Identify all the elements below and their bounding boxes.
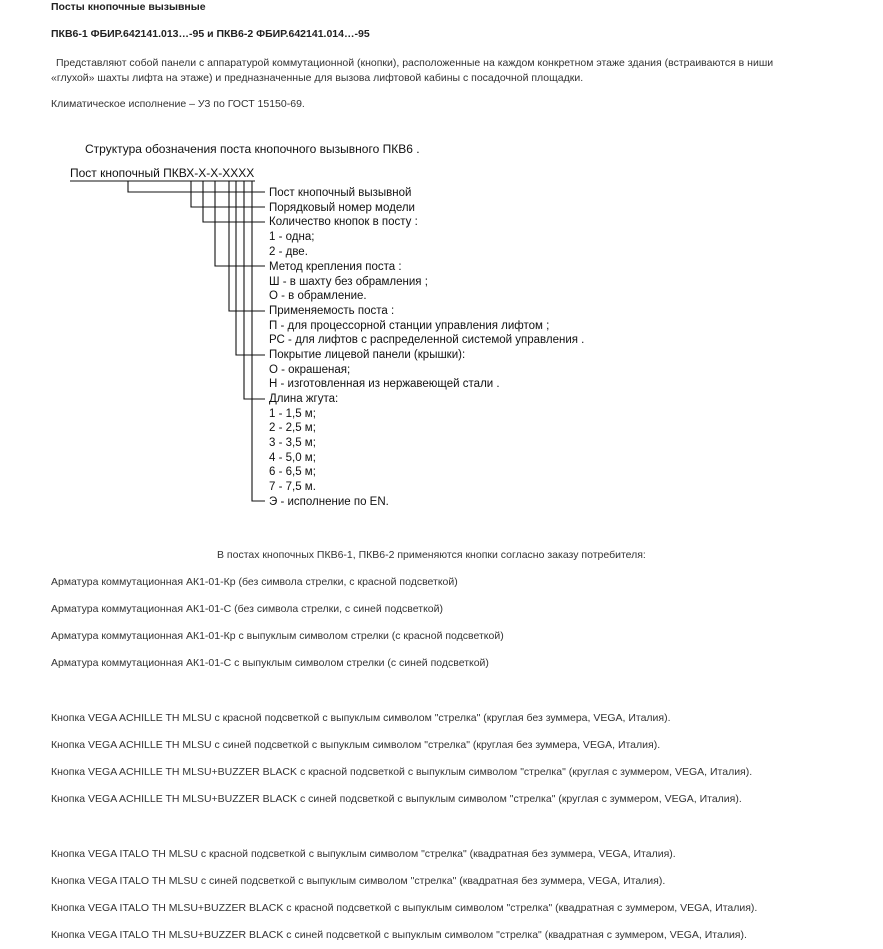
diagram-code: Пост кнопочный ПКВХ-Х-Х-ХХХХ	[70, 166, 255, 180]
list-item: Кнопка VEGA ACHILLE TH MLSU+BUZZER BLACK с синей подсветкой с выпуклым символом "стрелка" (круглая с зуммером, VEGA, Италия).	[51, 793, 742, 805]
connector-line	[215, 181, 265, 266]
diagram-line: Покрытие лицевой панели (крышки):	[269, 349, 466, 361]
list-item: Арматура коммутационная АК1-01-Кр с выпуклым символом стрелки (с красной подсветкой)	[51, 630, 504, 642]
diagram-title: Структура обозначения поста кнопочного вызывного ПКВ6 .	[85, 142, 420, 156]
connector-line	[229, 181, 265, 311]
diagram-line: 2 - две.	[269, 246, 308, 258]
diagram-line: 6 - 6,5 м;	[269, 466, 316, 478]
diagram-line: 4 - 5,0 м;	[269, 452, 316, 464]
page-title: Посты кнопочные вызывные	[51, 1, 206, 13]
connector-line	[252, 181, 265, 501]
list-item: Арматура коммутационная АК1-01-С (без символа стрелки, с синей подсветкой)	[51, 603, 443, 615]
diagram-line: Н - изготовленная из нержавеющей стали .	[269, 378, 500, 390]
diagram-line: Применяемость поста :	[269, 305, 395, 317]
list-item: Арматура коммутационная АК1-01-С с выпуклым символом стрелки (с синей подсветкой)	[51, 657, 489, 669]
list-item: Кнопка VEGA ACHILLE TH MLSU с красной подсветкой с выпуклым символом "стрелка" (круглая без зуммера, VEGA, Италия).	[51, 712, 671, 724]
diagram-connectors	[128, 181, 265, 501]
product-designation: ПКВ6-1 ФБИР.642141.013…-95 и ПКВ6-2 ФБИР.642141.014…-95	[51, 28, 370, 40]
diagram-line: 3 - 3,5 м;	[269, 437, 316, 449]
diagram-line: О - в обрамление.	[269, 290, 367, 302]
diagram-line: 1 - одна;	[269, 231, 315, 243]
diagram-line: Длина жгута:	[269, 393, 339, 405]
list-item: Кнопка VEGA ITALO TH MLSU+BUZZER BLACK с красной подсветкой с выпуклым символом "стрелка" (квадратная с зуммером, VEGA, Италия).	[51, 902, 758, 914]
description-paragraph: Представляют собой панели с аппаратурой коммутационной (кнопки), расположенные на каждом конкретном этаже здания (встраиваются в ниши «глухой» шахты лифта на этаже) и предназначенные для вызова лифтовой кабины с посадочной площадки.	[51, 57, 774, 84]
list-item: Кнопка VEGA ITALO TH MLSU+BUZZER BLACK с синей подсветкой с выпуклым символом "стрелка" (квадратная с зуммером, VEGA, Италия).	[51, 929, 747, 941]
connector-line	[191, 181, 265, 207]
diagram-line: Метод крепления поста :	[269, 261, 402, 273]
diagram-line: 7 - 7,5 м.	[269, 481, 316, 493]
list-item: Кнопка VEGA ACHILLE TH MLSU с синей подсветкой с выпуклым символом "стрелка" (круглая без зуммера, VEGA, Италия).	[51, 739, 661, 751]
list-item: Кнопка VEGA ITALO TH MLSU с синей подсветкой с выпуклым символом "стрелка" (квадратная без зуммера, VEGA, Италия).	[51, 875, 666, 887]
list-item: Арматура коммутационная АК1-01-Кр (без символа стрелки, с красной подсветкой)	[51, 576, 458, 588]
diagram-lines	[269, 187, 584, 508]
connector-line	[203, 181, 265, 222]
diagram-line: 1 - 1,5 м;	[269, 408, 316, 420]
diagram-line: Количество кнопок в посту :	[269, 216, 418, 228]
diagram-line: Ш - в шахту без обрамления ;	[269, 276, 428, 288]
list-item: Кнопка VEGA ACHILLE TH MLSU+BUZZER BLACK с красной подсветкой с выпуклым символом "стрелка" (круглая с зуммером, VEGA, Италия).	[51, 766, 753, 778]
climate-paragraph: Климатическое исполнение – У3 по ГОСТ 15150-69.	[51, 98, 305, 110]
diagram-line: Пост кнопочный вызывной	[269, 187, 412, 199]
buttons-intro: В постах кнопочных ПКВ6-1, ПКВ6-2 применяются кнопки согласно заказу потребителя:	[217, 549, 646, 561]
diagram-line: 2 - 2,5 м;	[269, 422, 316, 434]
diagram-line: Э - исполнение по EN.	[269, 496, 389, 508]
diagram-line: О - окрашеная;	[269, 364, 351, 376]
diagram-line: Порядковый номер модели	[269, 202, 415, 214]
diagram-line: П - для процессорной станции управления лифтом ;	[269, 320, 550, 332]
connector-line	[244, 181, 265, 399]
list-item: Кнопка VEGA ITALO TH MLSU с красной подсветкой с выпуклым символом "стрелка" (квадратная без зуммера, VEGA, Италия).	[51, 848, 676, 860]
diagram-line: РС - для лифтов с распределенной системой управления .	[269, 334, 585, 346]
